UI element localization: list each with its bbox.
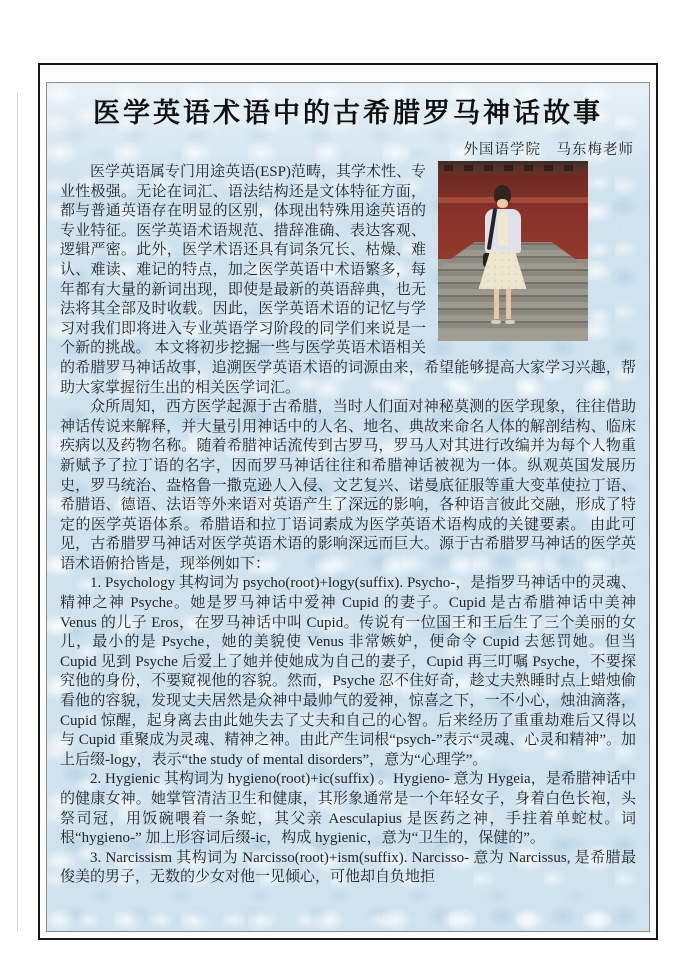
paragraph-narcissism: 3. Narcissism 其构词为 Narcisso(root)+ism(suffix). Narcisso- 意为 Narcissus, 是希腊最俊美的男子，无数的少女对他一见倾心，可他却自负地拒 bbox=[60, 849, 636, 886]
person-shoe bbox=[491, 320, 501, 324]
teacher-photo bbox=[438, 161, 588, 341]
person-leg bbox=[506, 289, 511, 319]
article-frame-inner bbox=[46, 82, 650, 932]
person-legs bbox=[479, 289, 527, 319]
person-face bbox=[497, 199, 508, 208]
paragraph-history: 众所周知，西方医学起源于古希腊，当时人们面对神秘莫测的医学现象，往往借助神话传说来解释，并大量引用神话中的人名、地名、典故来命名人体的解剖结构、临床疾病以及药物名称。随着希腊神话流传到古罗马，罗马人对其进行改编并为每个人物重新赋予了拉丁语的名字，因而罗马神话往往和希腊神话被视为一体。纵观英国发展历史，罗马统治、盎格鲁一撒克逊人入侵、文艺复兴、诺曼底征服等重大变革使拉丁语、希腊语、德语、法语等外来语对英语产生了深远的影响，各种语言彼此交融，形成了特定的医学英语体系。希腊语和拉丁语词素成为医学英语术语构成的关键要素。 由此可见，古希腊罗马神话对医学英语术语的影响深远而巨大。源于古希腊罗马神话的医学英语术语俯拾皆是，现举例如下： bbox=[60, 399, 636, 572]
photo-person bbox=[479, 185, 527, 337]
person-bag-strap bbox=[486, 208, 497, 250]
paragraph-hygienic: 2. Hygienic 其构词为 hygieno(root)+ic(suffix) 。Hygieno- 意为 Hygeia，是希腊神话中的健康女神。她掌管清洁卫生和健康，其形象通常是一个年轻女子，身着白色长袍，头祭司冠，用饭碗喂着一条蛇，其父亲 Aesculapius 是医药之神，手拄着单蛇杖。词根“hygieno-” 加上形容词后缀-ic，构成 hygienic，意为“卫生的，保健的”。 bbox=[60, 771, 636, 847]
person-leg bbox=[494, 289, 499, 319]
paragraph-intro: 医学英语属专门用途英语(ESP)范畴，其学术性、专业性极强。无论在词汇、语法结构还是文体特征方面，都与普通英语存在明显的区别，体现出特殊用途英语的专业特征。医学英语术语规范、措辞准确、表达客观、逻辑严密。此外，医学术语还具有词条冗长、枯燥、难认、难读、难记的特点，加之医学英语中术语繁多，每年都有大量的新词出现，即使是最新的英语辞典，也无法将其全部及时收载。因此，医学英语术语的记忆与学习对我们即将进入专业英语学习阶段的同学们来说是一个新的挑战。 本文将初步挖掘一些与医学英语术语相关的希腊罗马神话故事，追溯医学英语术语的词源由来，希望能够提高大家学习兴趣，帮助大家掌握衍生出的相关医学词汇。 bbox=[60, 164, 636, 396]
article-byline: 外国语学院 马东梅老师 bbox=[463, 142, 634, 158]
person-shoe bbox=[505, 320, 515, 324]
photo-roof-eaves bbox=[438, 161, 588, 175]
page-edge-scan-line bbox=[17, 92, 18, 932]
person-shoes bbox=[479, 320, 527, 324]
article-body bbox=[60, 163, 636, 888]
person-dress-top bbox=[498, 212, 508, 246]
photo-roof-windows bbox=[444, 165, 582, 171]
person-cardigan bbox=[485, 209, 521, 253]
article-frame-outer bbox=[38, 63, 658, 940]
article-title: 医学英语术语中的古希腊罗马神话故事 bbox=[93, 98, 603, 129]
paragraph-psychology: 1. Psychology 其构词为 psycho(root)+logy(suffix). Psycho-，是指罗马神话中的灵魂、精神之神 Psyche。她是罗马神话中爱神 Cupid 的妻子。Cupid 是古希腊神话中美神 Venus 的儿子 Eros，在罗马神话中叫 Cupid。传说有一位国王和王后生了三个美丽的女儿，最小的是 Psyche，她的美貌使 Venus 非常嫉妒，便命令 Cupid 去惩罚她。但当 Cupid 见到 Psyche 后爱上了她并使她成为自己的妻子，Cupid 再三叮嘱 Psyche，不要探究他的身份，不要窥视他的容貌。然而，Psyche 忍不住好奇，趁丈夫熟睡时点上蜡烛偷看他的容貌，发现丈夫居然是众神中最帅气的爱神，惊喜之下，一不小心，烛油滴落，Cupid 惊醒，起身离去由此她失去了丈夫和自己的心智。后来经历了重重劫难后又得以与 Cupid 重聚成为灵魂、精神之神。由此产生词根“psych-”表示“灵魂、心灵和精神”。加上后缀-logy，表示“the study of mental disorders”，意为“心理学”。 bbox=[60, 575, 636, 768]
